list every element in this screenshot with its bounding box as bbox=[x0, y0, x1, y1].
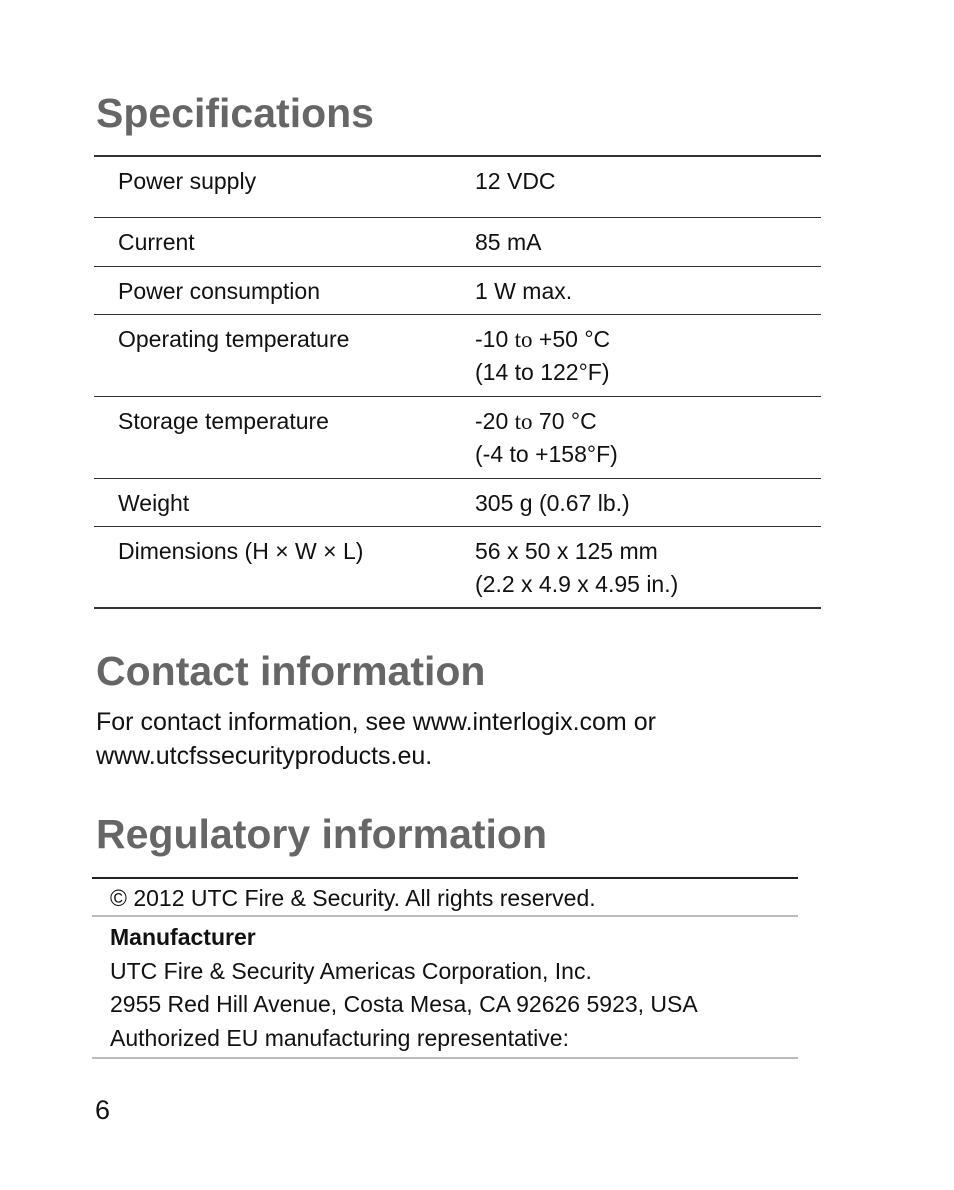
manufacturer-line: UTC Fire & Security Americas Corporation, Inc. bbox=[110, 957, 592, 984]
manufacturer-title: Manufacturer bbox=[110, 924, 256, 950]
table-row bbox=[94, 479, 821, 527]
contact-line: www.utcfssecurityproducts.eu. bbox=[96, 742, 433, 770]
spec-value-line: (-4 to +158°F) bbox=[475, 441, 618, 467]
specifications-heading: Specifications bbox=[96, 90, 374, 136]
regulatory-table bbox=[92, 877, 798, 1059]
page-number: 6 bbox=[95, 1095, 111, 1125]
table-row bbox=[94, 527, 821, 609]
manufacturer-block bbox=[92, 917, 798, 1059]
spec-value bbox=[475, 275, 572, 308]
spec-value-line: (14 to 122°F) bbox=[475, 359, 610, 385]
spec-value bbox=[475, 487, 630, 520]
value-part: to bbox=[514, 409, 533, 434]
specifications-table bbox=[94, 155, 821, 609]
spec-value-line: 305 g (0.67 lb.) bbox=[475, 490, 630, 516]
spec-value-line: (2.2 x 4.9 x 4.95 in.) bbox=[475, 571, 679, 597]
manufacturer-line: 2955 Red Hill Avenue, Costa Mesa, CA 92626 5923, USA bbox=[110, 991, 698, 1017]
copyright-notice: © 2012 UTC Fire & Security. All rights reserved. bbox=[92, 879, 798, 917]
spec-value-line: 1 W max. bbox=[475, 278, 573, 304]
contact-paragraph bbox=[96, 705, 816, 773]
table-row bbox=[94, 218, 821, 267]
value-part: -20 bbox=[475, 408, 509, 434]
spec-label: Dimensions (H × W × L) bbox=[118, 538, 364, 564]
spec-value-line: 85 mA bbox=[475, 229, 542, 255]
spec-label: Weight bbox=[118, 490, 190, 516]
spec-value bbox=[475, 535, 678, 601]
regulatory-heading: Regulatory information bbox=[96, 811, 548, 857]
spec-value bbox=[475, 405, 618, 471]
spec-value-line: 56 x 50 x 125 mm bbox=[475, 538, 658, 564]
spec-label: Power supply bbox=[118, 168, 257, 194]
spec-value-line: 12 VDC bbox=[475, 168, 556, 194]
spec-label: Storage temperature bbox=[118, 408, 329, 434]
spec-value bbox=[475, 323, 610, 389]
contact-line: For contact information, see www.interlogix.com or bbox=[96, 708, 656, 736]
value-part: -10 bbox=[475, 326, 509, 352]
spec-label: Power consumption bbox=[118, 278, 320, 304]
table-row bbox=[94, 315, 821, 397]
value-part: +50 °C bbox=[538, 326, 611, 352]
spec-value bbox=[475, 165, 556, 198]
manufacturer-line: Authorized EU manufacturing representative: bbox=[110, 1024, 569, 1051]
spec-label: Operating temperature bbox=[118, 326, 350, 352]
spec-label: Current bbox=[118, 229, 195, 255]
table-row bbox=[94, 397, 821, 479]
spec-value bbox=[475, 226, 541, 259]
spec-value-line bbox=[475, 323, 610, 356]
value-part: to bbox=[514, 327, 533, 352]
value-part: 70 °C bbox=[538, 408, 597, 434]
table-row bbox=[94, 157, 821, 218]
table-row bbox=[94, 267, 821, 315]
spec-value-line bbox=[475, 405, 618, 438]
contact-heading: Contact information bbox=[96, 648, 486, 694]
